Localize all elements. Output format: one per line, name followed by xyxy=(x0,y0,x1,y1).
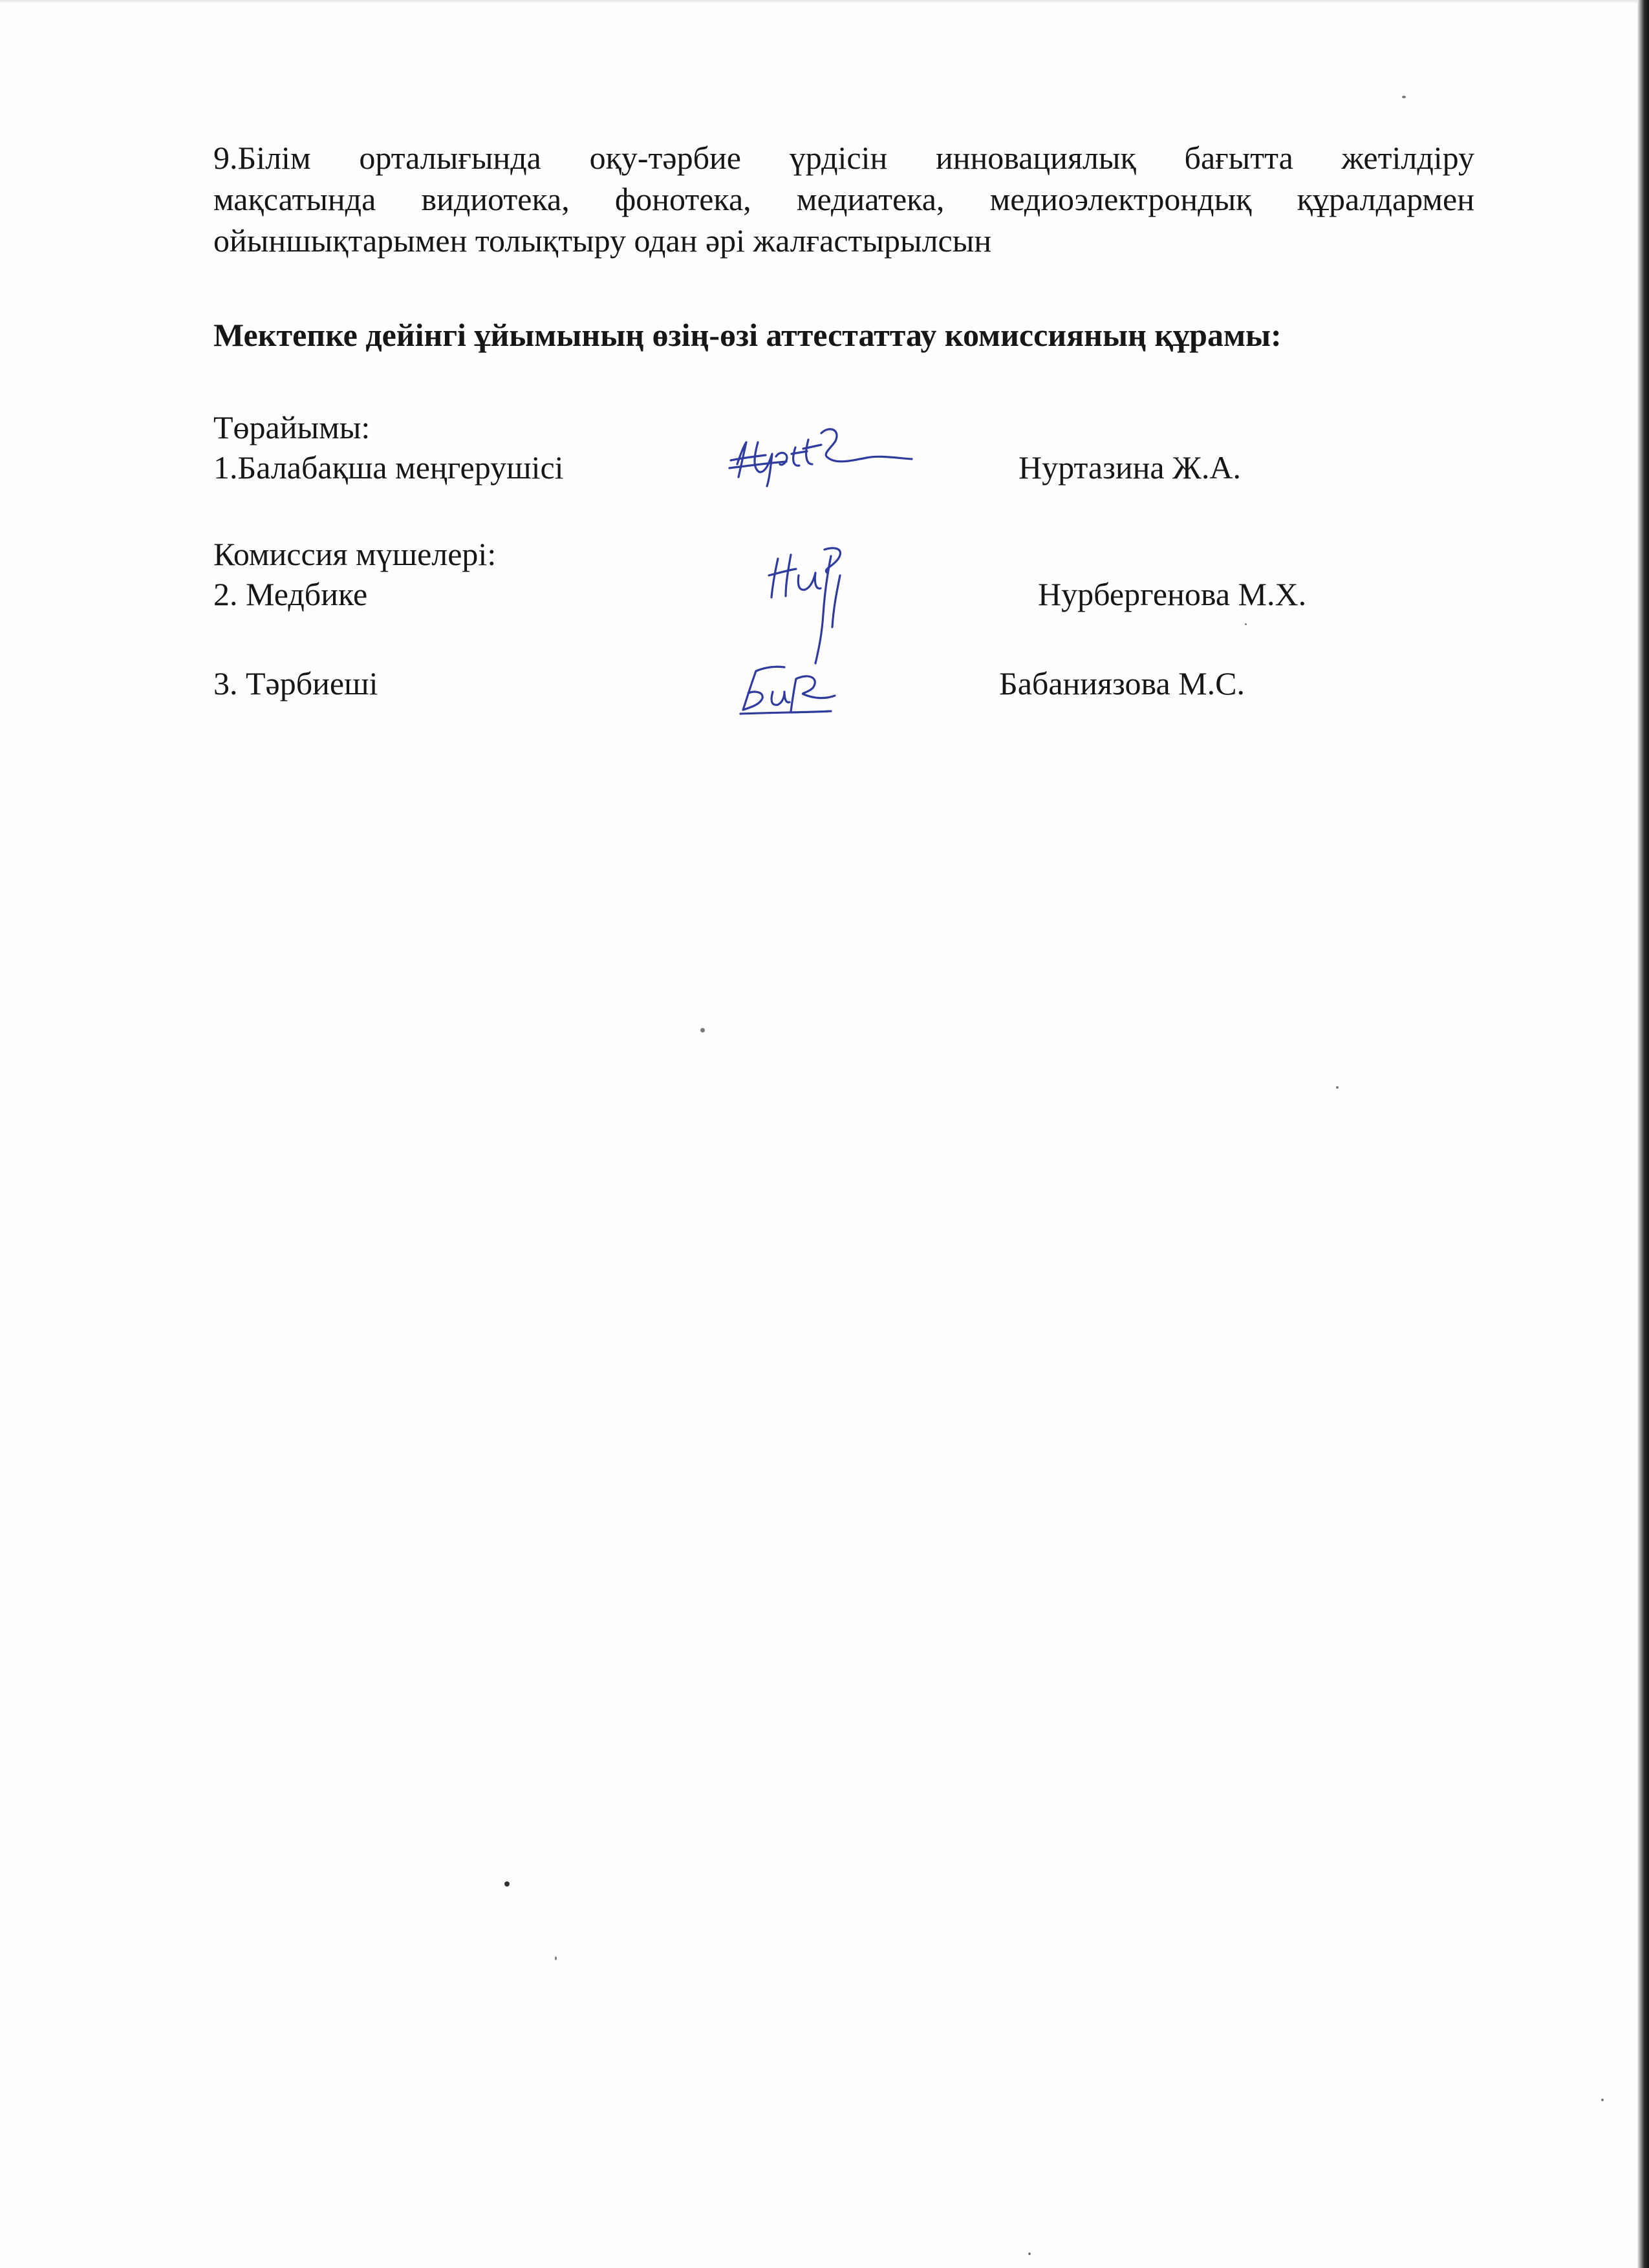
scan-speck xyxy=(1245,623,1247,625)
scan-speck xyxy=(1601,2099,1604,2101)
scan-speck xyxy=(700,1028,705,1032)
signatory-name-3: Бабаниязова М.С. xyxy=(999,665,1245,701)
commission-heading: Мектепке дейінгі ұйымының өзің-өзі аттестаттау комиссияның құрамы: xyxy=(213,317,1282,353)
signature-1-drawing xyxy=(724,414,918,491)
signatory-role-1: 1.Балабақша меңгерушісі xyxy=(213,449,564,486)
paragraph-line: ойыншықтарымен толықтыру одан әрі жалғастырылсын xyxy=(213,222,992,259)
scan-speck xyxy=(504,1881,510,1887)
paragraph-line: 9.Білім орталығында оқу-тәрбие үрдісін инновациялық бағытта жетілдіру xyxy=(213,140,1474,176)
scan-right-edge xyxy=(1637,0,1649,2268)
signatory-name-1: Нуртазина Ж.А. xyxy=(1018,449,1241,486)
signature-3 xyxy=(734,653,863,724)
scan-speck xyxy=(1336,1086,1339,1089)
signatory-role-2: 2. Медбике xyxy=(213,576,368,612)
scan-top-edge xyxy=(0,0,1649,4)
members-label: Комиссия мүшелері: xyxy=(213,536,497,572)
scan-speck xyxy=(1402,96,1406,98)
signature-3-drawing xyxy=(734,653,863,724)
paragraph-line: мақсатында видиотека, фонотека, медиатека, медиоэлектрондық құралдармен xyxy=(213,181,1474,217)
paragraph-item-9 xyxy=(213,137,1474,261)
scan-speck xyxy=(1028,2252,1031,2255)
signature-2 xyxy=(760,537,876,666)
signatory-name-2: Нурбергенова М.Х. xyxy=(1038,576,1307,612)
signature-1 xyxy=(724,414,918,491)
signatory-role-3: 3. Тәрбиеші xyxy=(213,665,378,701)
scan-speck xyxy=(555,1956,557,1960)
chair-label: Төрайымы: xyxy=(213,409,371,445)
signature-2-drawing xyxy=(760,537,876,666)
